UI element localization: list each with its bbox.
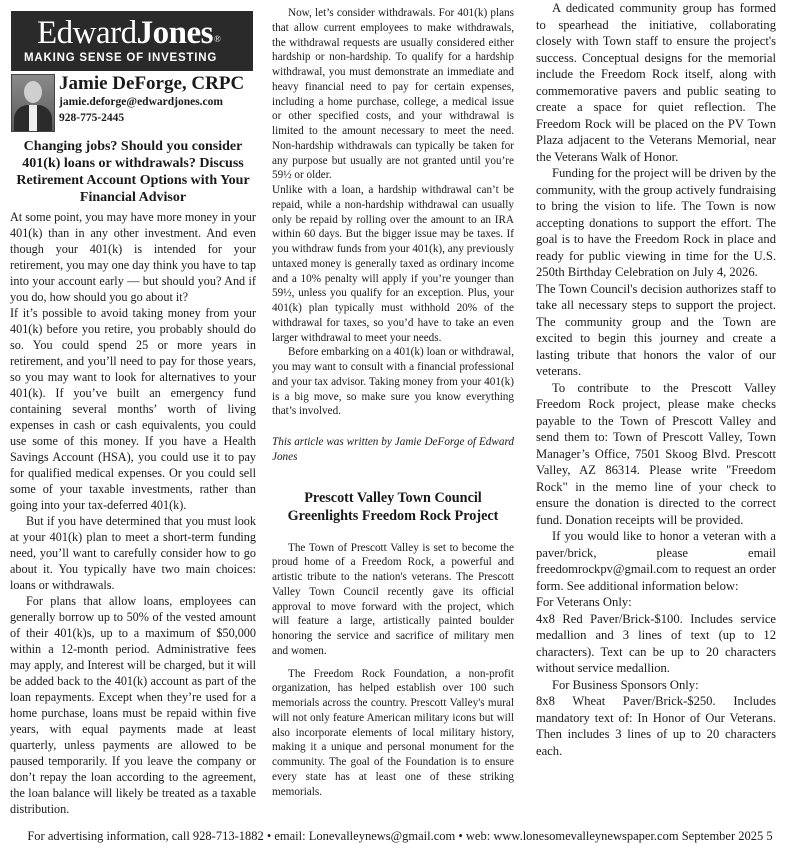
article2-paragraph: To contribute to the Prescott Valley Freedom Rock project, please make checks payable to the Town of Prescott Valley and send them to: Town of Prescott Valley, Town Manager’s Office, 7501 Skoog Blvd. Prescott Valley, AZ 86314. Please write "Freedom Rock" in the memo line of your check to ensure the donation is directed to the correct fund. Donation receipts will be provided. <box>536 380 776 527</box>
article2-paragraph: 4x8 Red Paver/Brick-$100. Includes service medallion and 3 lines of text (up to 12 characters). Text can be up to 20 characters without service medallion. <box>536 611 776 675</box>
article1-paragraph: But if you have determined that you must look at your 401(k) plan to meet a short-term funding need, you’ll want to carefully consider how to go about it. You typically have two main choices: loans or withdrawals. <box>10 514 256 592</box>
article1-headline: Changing jobs? Should you consider 401(k) loans or withdrawals? Discuss Retirement Account Options with Your Financial Advisor <box>16 139 250 205</box>
author-name: Jamie DeForge, CRPC <box>59 73 245 94</box>
article1-paragraph: Now, let’s consider withdrawals. For 401(k) plans that allow current employees to make withdrawals, the withdrawal requests are usually considered either hardship or non-hardship. To qualify for a hardship withdrawal, you must demonstrate an immediate and heavy financial need to pay for certain expenses, including a home purchase, college, a medical issue or other specified costs, and your withdrawal is limited to the amount necessary to meet the need. Non-hardship withdrawals can typically be taken for any purpose but usually are not granted until you’re 59½ or older. <box>272 7 514 182</box>
column-3 <box>536 0 776 759</box>
article2-paragraph: If you would like to honor a veteran with a paver/brick, please email freedomrockpv@gmail.com to request an order form. See additional information below: <box>536 529 776 593</box>
edward-jones-logo <box>11 11 253 71</box>
column-2 <box>272 6 514 799</box>
article2-paragraph: For Veterans Only: <box>536 595 632 609</box>
article2-paragraph: A dedicated community group has formed to spearhead the initiative, collaborating closely with Town staff to ensure the project's success. Conceptual designs for the memorial include the Freedom Rock itself, along with commemorative pavers and public seating to create a space for quiet reflection. The Freedom Rock will be placed on the PV Town Plaza adjacent to the Veterans Memorial, near the Veterans Walk of Honor. <box>536 1 776 164</box>
column-1 <box>10 209 256 817</box>
article2-headline: Prescott Valley Town Council Greenlights Freedom Rock Project <box>287 489 499 524</box>
author-block <box>11 71 253 131</box>
logo-wordmark <box>37 13 220 53</box>
article2-paragraph: The Freedom Rock Foundation, a non-profit organization, has helped establish over 100 such memorials across the country. Prescott Valley's mural will not only feature American military icons but will also incorporate elements of local military history, making it a unique and personal monument for the community. The goal of the Foundation is to ensure every state has at least one of these striking memorials. <box>272 667 514 798</box>
logo-reg-mark: ® <box>213 34 221 44</box>
article1-paragraph: At some point, you may have more money in your 401(k) than in any other investment. And even though your 401(k) is intended for your retirement, you may one day think you have to tap into your account early — but should you? And if you do, how should you go about it? <box>10 210 256 304</box>
article1-paragraph: Before embarking on a 401(k) loan or withdrawal, you may want to consult with a financial professional and your tax advisor. Taking money from your 401(k) is a big move, so make sure you know everything that’s involved. <box>272 346 514 418</box>
article2-paragraph: Funding for the project will be driven by the community, with the group actively fundraising to bring the vision to life. The Town is now accepting donations to support the effort. The goal is to have the Freedom Rock in place and ready for public viewing in time for the U.S. 250th Birthday Celebration on July 4, 2026. <box>536 166 776 279</box>
page-footer: For advertising information, call 928-713-1882 • email: Lonevalleynews@gmail.com • web: www.lonesomevalleynewspaper.com September 2025 5 <box>27 829 773 843</box>
article1-paragraph: If it’s possible to avoid taking money from your 401(k) before you retire, you probably should do so. You could spend 25 or more years in retirement, and you’ll need to pay for those years, so you may want to look for alternatives to your 401(k). If you’ve built an emergency fund containing several months’ worth of living expenses in cash or cash equivalents, you could use some of this money. If you have a Health Savings Account (HSA), you could use it to pay for qualified medical expenses. Or you could sell some of your taxable investments, rather than going into your tax-deferred 401(k). <box>10 306 256 512</box>
author-photo <box>11 74 55 132</box>
article2-paragraph: The Town of Prescott Valley is set to become the proud home of a Freedom Rock, a powerful and artistic tribute to the nation's veterans. The Prescott Valley Town Council recently gave its official approval to move forward with the project, which will feature a large, artistically painted boulder honoring the service and sacrifice of military men and women. <box>272 541 514 657</box>
article1-paragraph: For plans that allow loans, employees can generally borrow up to 50% of the vested amount of their 401(k)s, up to a maximum of $50,000 within a 12-month period. Administrative fees may apply, and Interest will be charged, but it will be added back to the 401(k) account as part of the loan repayments. Except when they’re used for a home purchase, loans must be repaid within five years, with equal payments made at least quarterly, unless payments are allowed to be paused temporarily. If you leave the company or don’t repay the loan according to the agreement, the loan balance will likely be treated as a taxable distribution. <box>10 594 256 816</box>
author-email: jamie.deforge@edwardjones.com <box>59 96 223 108</box>
logo-brand-right: Jones <box>136 15 213 51</box>
author-phone: 928-775-2445 <box>59 112 125 124</box>
article2-paragraph: The Town Council's decision authorizes staff to take all necessary steps to support the project. The community group and the Town are excited to begin this journey and create a lasting tribute that honors the valor of our veterans. <box>536 281 776 378</box>
article1-byline: This article was written by Jamie DeForge of Edward Jones <box>272 436 514 463</box>
article1-paragraph: Unlike with a loan, a hardship withdrawal can’t be repaid, while a non-hardship withdrawal can usually only be repaid by rolling over the amount to an IRA within 60 days. But the bigger issue may be taxes. If you withdraw funds from your 401(k), any previously untaxed money is generally taxed as ordinary income and a 10% penalty will apply if you’re younger than 59½, unless you qualify for an exception. Plus, your 401(k) plan typically must withhold 20% of the withdrawal for taxes, so you’d have to take an even larger withdrawal to meet your needs. <box>272 184 514 344</box>
article2-paragraph: For Business Sponsors Only: <box>552 677 699 692</box>
logo-tagline: MAKING SENSE OF INVESTING <box>24 52 218 64</box>
article2-paragraph: 8x8 Wheat Paver/Brick-$250. Includes mandatory text of: In Honor of Our Veterans. Then includes 3 lines of up to 20 characters each. <box>536 694 776 758</box>
logo-brand-left: Edward <box>37 15 137 51</box>
